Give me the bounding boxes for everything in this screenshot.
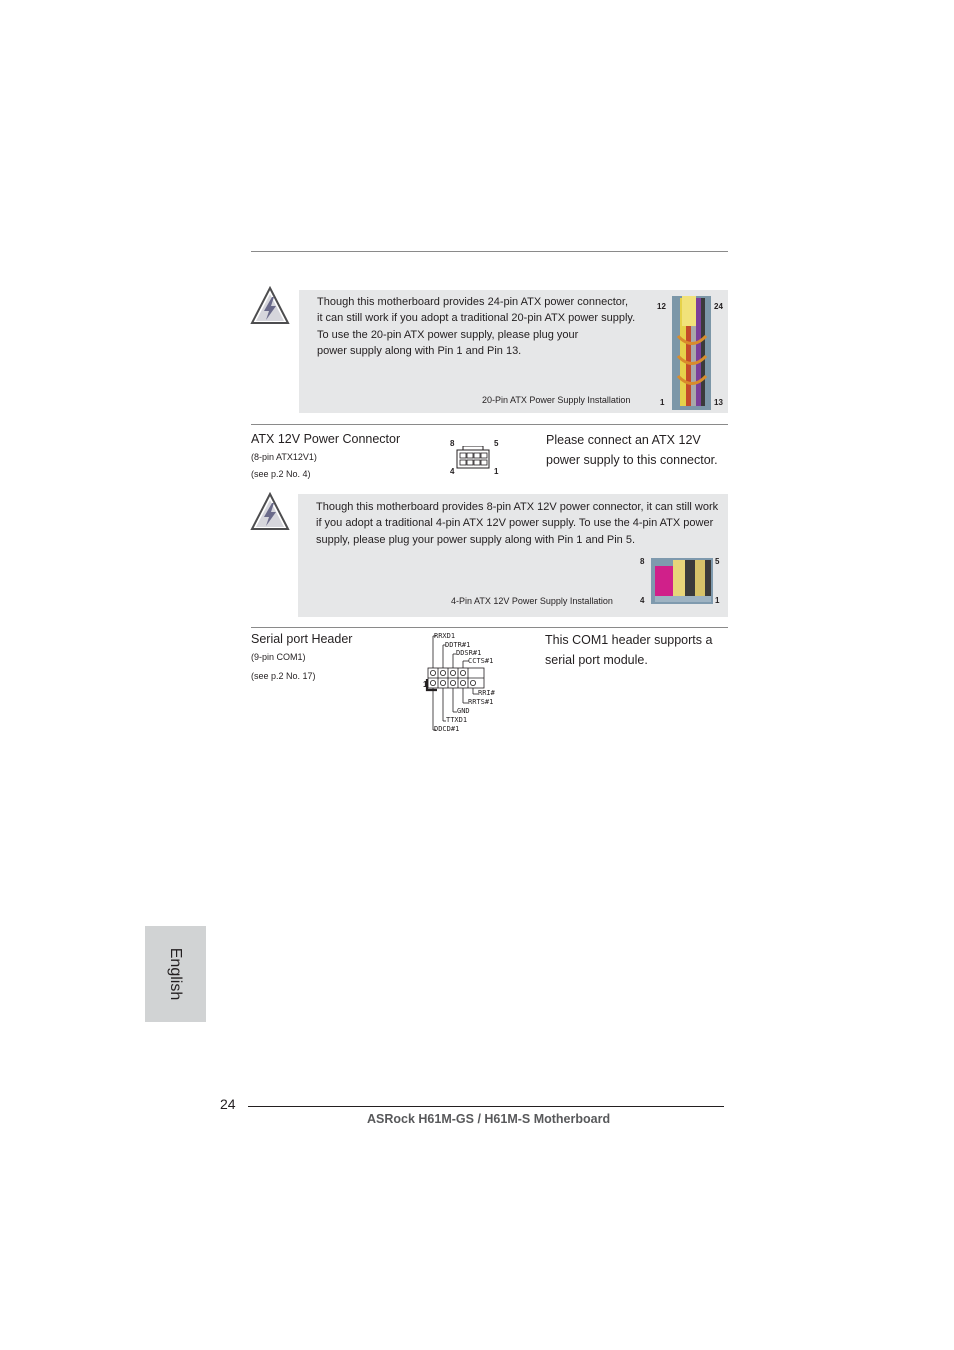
atx12v-desc-line: power supply to this connector. <box>546 452 718 467</box>
warning-icon-1 <box>250 286 290 326</box>
com1-pin-label: DDCD#1 <box>434 725 460 733</box>
language-tab <box>145 926 206 1022</box>
com1-pin-label: TTXD1 <box>446 716 468 724</box>
serial-desc-line: This COM1 header supports a <box>545 633 713 647</box>
serial-desc-line: serial port module. <box>545 652 648 667</box>
footer-title: ASRock H61M-GS / H61M-S Motherboard <box>367 1112 611 1126</box>
footer-rule <box>248 1106 724 1107</box>
page-number: 24 <box>220 1096 236 1112</box>
note-1-line: it can still work if you adopt a traditional 20-pin ATX power supply. <box>317 312 636 325</box>
section-rule <box>251 424 728 425</box>
pin-label: 8 <box>450 439 455 448</box>
atx12v-connector-diagram <box>455 446 491 470</box>
warning-lightning-icon <box>250 492 290 532</box>
atx12v-sub: (8-pin ATX12V1) <box>251 452 317 462</box>
pin-label: 12 <box>657 302 666 311</box>
note-2-line: if you adopt a traditional 4-pin ATX 12V power supply. To use the 4-pin ATX power <box>316 517 714 530</box>
section-rule <box>251 627 728 628</box>
serial-title: Serial port Header <box>251 632 353 646</box>
note-2-line: supply, please plug your power supply along with Pin 1 and Pin 5. <box>316 533 635 546</box>
com1-pin-label: DDSR#1 <box>456 649 482 657</box>
language-tab-label: English <box>167 947 184 1001</box>
pin-label: 24 <box>714 302 723 311</box>
atx12v-desc-line: Please connect an ATX 12V <box>546 433 701 447</box>
pin-label: 4 <box>450 467 455 476</box>
serial-desc <box>545 631 712 670</box>
com1-pin-label: RRTS#1 <box>468 698 494 706</box>
pin-label: 1 <box>494 467 499 476</box>
warning-icon-2 <box>250 492 290 532</box>
warning-lightning-icon <box>250 286 290 326</box>
com1-pin-label: DDTR#1 <box>445 641 471 649</box>
note-1-line: Though this motherboard provides 24-pin ATX power connector, <box>317 296 629 308</box>
com1-pin-label: GND <box>457 707 470 715</box>
atx-8pin-photo <box>651 558 713 604</box>
note-1-line: To use the 20-pin ATX power supply, please plug your <box>317 328 579 341</box>
note-2-text <box>316 499 728 548</box>
pin-label: 13 <box>714 398 723 407</box>
com1-pin-label: RRXD1 <box>434 632 456 640</box>
pin-label: 5 <box>494 439 499 448</box>
top-rule <box>251 251 728 252</box>
note-2-line: Though this motherboard provides 8-pin ATX 12V power connector, it can still work <box>316 501 719 513</box>
note-1-text <box>317 294 657 359</box>
pin-label: 8 <box>640 557 645 566</box>
pin-label: 4 <box>640 596 645 605</box>
serial-sub: (9-pin COM1) <box>251 652 306 662</box>
note-1-line: power supply along with Pin 1 and Pin 13. <box>317 344 522 357</box>
atx12v-title: ATX 12V Power Connector <box>251 432 401 446</box>
note-2-caption: 4-Pin ATX 12V Power Supply Installation <box>451 596 613 606</box>
atx-24pin-photo <box>672 296 711 410</box>
pin-label: 1 <box>715 596 720 605</box>
com1-pin1-label: 1 <box>423 680 428 689</box>
com1-pin-label: RRI# <box>478 689 495 697</box>
com1-pin-label: CCTS#1 <box>468 657 494 665</box>
serial-ref: (see p.2 No. 17) <box>251 671 316 681</box>
pin-label: 5 <box>715 557 720 566</box>
atx12v-ref: (see p.2 No. 4) <box>251 469 311 479</box>
atx12v-desc <box>546 431 718 470</box>
pin-label: 1 <box>660 398 665 407</box>
note-1-caption: 20-Pin ATX Power Supply Installation <box>482 395 631 405</box>
